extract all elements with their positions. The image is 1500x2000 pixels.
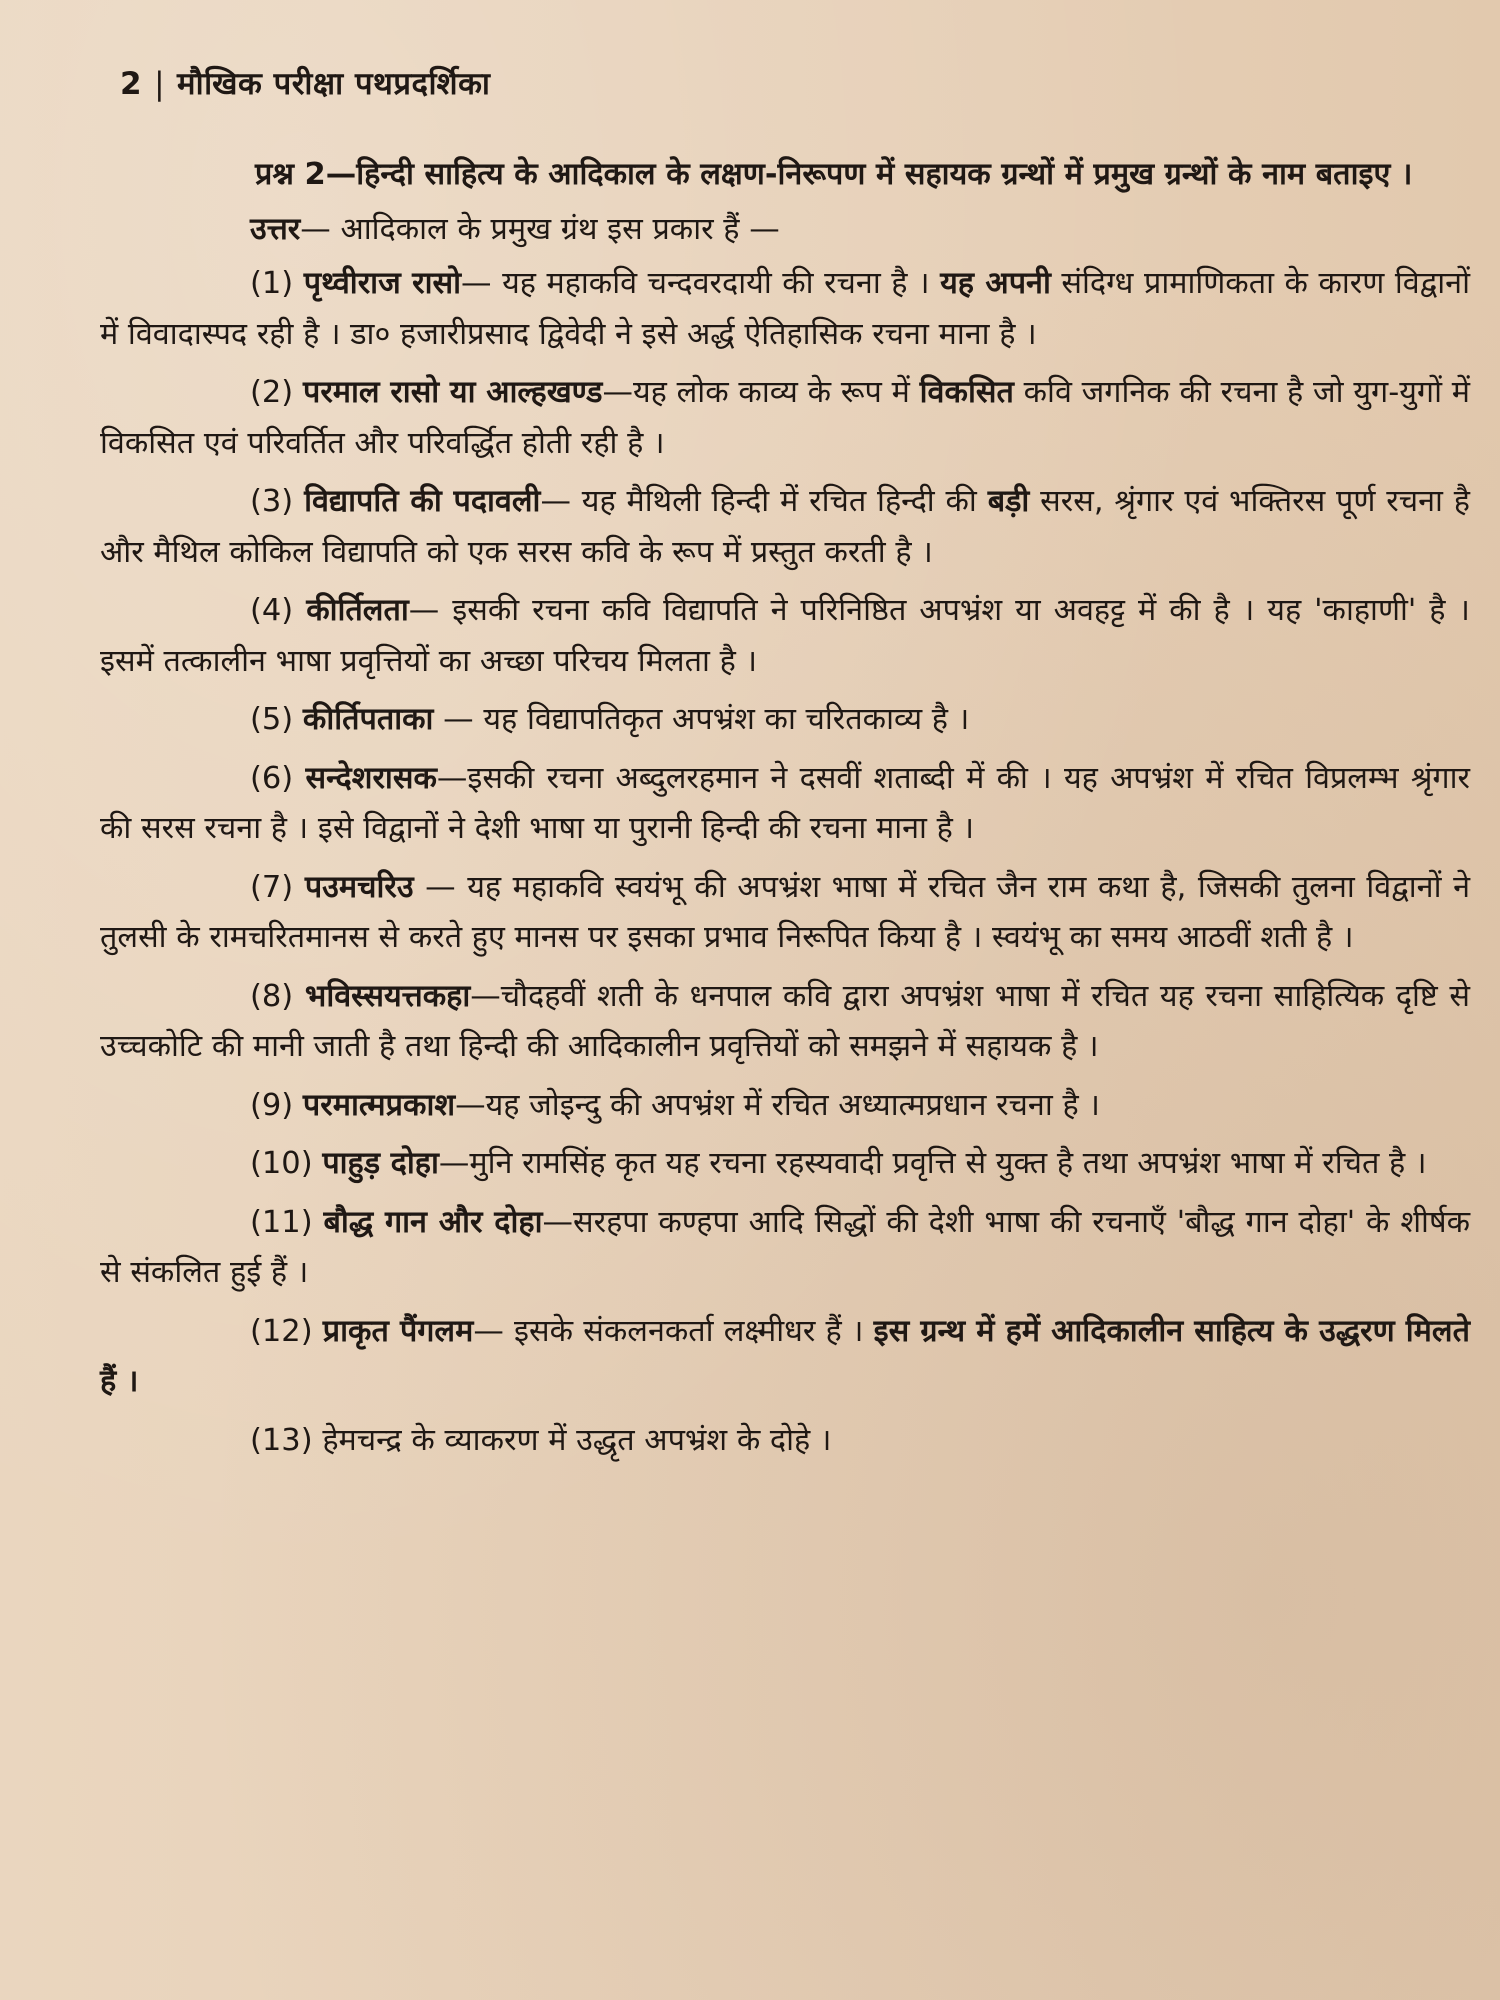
list-item — [100, 863, 1470, 964]
item-body: — यह महाकवि स्वयंभू की अपभ्रंश भाषा में रचित जैन राम कथा है, जिसकी तुलना विद्वानों ने तुलसी के रामचरितमानस से करते हुए मानस पर इसका प्रभाव निरूपित किया है । स्वयंभू का समय आठवीं शती है । — [100, 869, 1470, 955]
item-title: हेमचन्द्र के व्याकरण में उद्धृत अपभ्रंश के दोहे । — [322, 1422, 832, 1458]
item-title: कीर्तिपताका — [302, 702, 434, 737]
item-number: (6) — [250, 760, 294, 796]
item-title: परमात्मप्रकाश — [302, 1087, 456, 1123]
item-number: (10) — [250, 1146, 313, 1181]
item-number: (11) — [250, 1204, 313, 1240]
item-number: (4) — [250, 593, 294, 628]
item-body-bold: यह अपनी — [940, 266, 1051, 301]
item-number: (3) — [250, 484, 294, 519]
question-text: हिन्दी साहित्य के आदिकाल के लक्षण-निरूपण में सहायक ग्रन्थों में प्रमुख ग्रन्थों के नाम बताइए । — [356, 157, 1413, 192]
header-separator: | — [154, 66, 166, 102]
item-body: — इसके संकलनकर्ता लक्ष्मीधर हैं । — [473, 1313, 874, 1349]
item-body: —चौदहवीं शती के धनपाल कवि द्वारा अपभ्रंश भाषा में रचित यह रचना साहित्यिक दृष्टि से उच्चकोटि की मानी जाती है तथा हिन्दी की आदिकालीन प्रवृत्तियों को समझने में सहायक है । — [100, 978, 1471, 1064]
item-title: कीर्तिलता — [306, 593, 409, 628]
item-title: प्राकृत पैंगलम — [322, 1313, 474, 1349]
item-body: —मुनि रामसिंह कृत यह रचना रहस्यवादी प्रवृत्ति से युक्त है तथा अपभ्रंश भाषा में रचित है । — [438, 1146, 1427, 1181]
item-body: — यह मैथिली हिन्दी में रचित हिन्दी की — [540, 484, 988, 519]
answer-text: — आदिकाल के प्रमुख ग्रंथ इस प्रकार हैं — — [300, 211, 780, 247]
item-title: पाहुड़ दोहा — [322, 1146, 439, 1181]
list-item — [100, 1198, 1470, 1299]
item-number: (12) — [250, 1313, 313, 1349]
list-item — [100, 1081, 1470, 1132]
item-body-bold: इस ग्रन्थ में हमें आदिकालीन साहित्य के उद्धरण मिलते हैं । — [100, 1313, 1470, 1399]
page-number: 2 — [120, 66, 143, 102]
item-body-bold: विकसित — [919, 375, 1014, 410]
item-title: बौद्ध गान और दोहा — [323, 1204, 543, 1240]
page-content — [100, 150, 1470, 1474]
item-body-rest: सरस, श्रृंगार एवं भक्तिरस पूर्ण रचना है और मैथिल कोकिल विद्यापति को एक सरस कवि के रूप में प्रस्तुत करती है । — [100, 484, 1470, 570]
item-body: —यह लोक काव्य के रूप में — [602, 375, 920, 410]
item-title: पउमचरिउ — [304, 869, 414, 905]
item-number: (13) — [250, 1422, 313, 1458]
list-item — [100, 1307, 1470, 1408]
item-body: — यह महाकवि चन्दवरदायी की रचना है । — [461, 266, 941, 301]
list-item — [100, 586, 1470, 687]
answer-intro — [100, 205, 1470, 256]
question-label: प्रश्न 2— — [255, 157, 357, 192]
item-number: (9) — [250, 1087, 294, 1123]
list-item — [100, 1416, 1470, 1467]
item-title: भविस्सयत्तकहा — [304, 978, 471, 1014]
list-item — [100, 368, 1470, 469]
item-number: (8) — [250, 978, 294, 1014]
item-body-bold: बड़ी — [987, 484, 1030, 519]
item-title: परमाल रासो या आल्हखण्ड — [303, 375, 603, 410]
item-number: (7) — [250, 869, 294, 905]
item-number: (2) — [250, 375, 294, 410]
list-item — [100, 1139, 1470, 1190]
item-title: सन्देशरासक — [305, 760, 437, 796]
item-title: विद्यापति की पदावली — [304, 484, 541, 519]
answer-label: उत्तर — [250, 211, 301, 247]
item-number: (1) — [250, 266, 294, 301]
list-item — [100, 972, 1470, 1073]
item-title: पृथ्वीराज रासो — [303, 266, 462, 301]
item-body: —इसकी रचना अब्दुलरहमान ने दसवीं शताब्दी में की । यह अपभ्रंश में रचित विप्रलम्भ श्रृंगार की सरस रचना है । इसे विद्वानों ने देशी भाषा या पुरानी हिन्दी की रचना माना है । — [100, 760, 1470, 846]
item-body: — यह विद्यापतिकृत अपभ्रंश का चरितकाव्य है । — [433, 702, 970, 737]
running-header — [120, 62, 490, 104]
list-item — [100, 259, 1470, 360]
running-title: मौखिक परीक्षा पथप्रदर्शिका — [177, 66, 491, 102]
item-body: — इसकी रचना कवि विद्यापति ने परिनिष्ठित अपभ्रंश या अवहट्ट में की है । यह 'काहाणी' है । इसमें तत्कालीन भाषा प्रवृत्तियों का अच्छा परिचय मिलता है । — [100, 593, 1470, 679]
list-item — [100, 477, 1470, 578]
item-body: —यह जोइन्दु की अपभ्रंश में रचित अध्यात्मप्रधान रचना है । — [455, 1087, 1100, 1123]
item-number: (5) — [250, 702, 294, 737]
item-body-rest: संदिग्ध प्रामाणिकता के कारण विद्वानों में विवादास्पद रही है । डा० हजारीप्रसाद द्विवेदी ने इसे अर्द्ध ऐतिहासिक रचना माना है । — [100, 266, 1470, 352]
item-body: —सरहपा कण्हपा आदि सिद्धों की देशी भाषा की रचनाएँ 'बौद्ध गान दोहा' के शीर्षक से संकलित हुई हैं । — [100, 1204, 1471, 1290]
item-body-rest: कवि जगनिक की रचना है जो युग-युगों में विकसित एवं परिवर्तित और परिवर्द्धित होती रही है । — [100, 375, 1470, 461]
list-item — [100, 695, 1470, 746]
list-item — [100, 754, 1470, 855]
question-paragraph — [100, 150, 1470, 201]
